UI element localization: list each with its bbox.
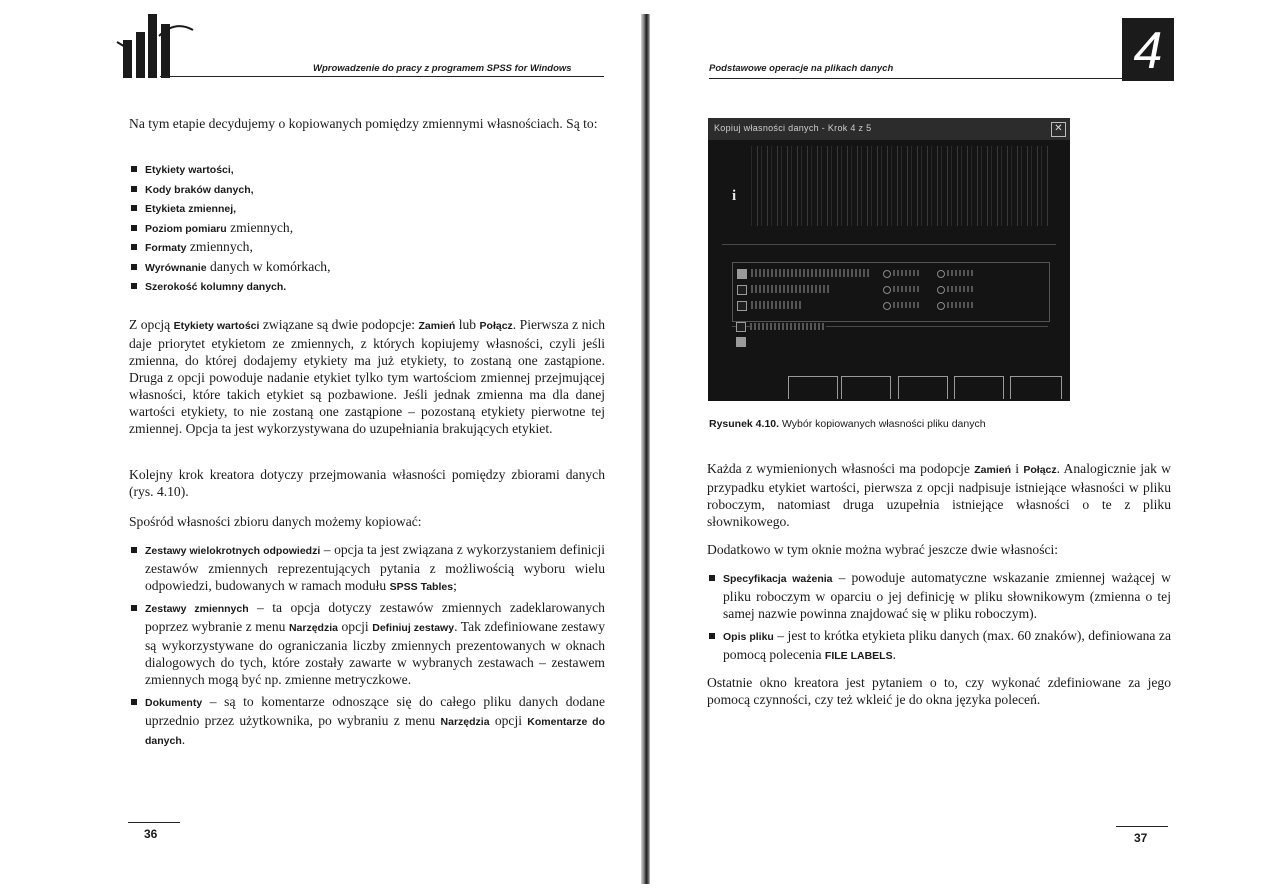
list-item: Zestawy wielokrotnych odpowiedzi – opcja ta jest związana z wykorzystaniem definicji zestawów zmiennych reprezentujących pytania z możliwością wyboru wielu odpowiedzi, budowanych w ramach modułu SPSS Tables; (129, 541, 605, 596)
next-button[interactable] (841, 376, 891, 399)
finish-button[interactable] (898, 376, 948, 399)
subpoptions-paragraph: Każda z wymienionych własności ma podopcje Zamień i Połącz. Analogicznie jak w przypadku etykiet wartości, pierwsza z opcji nadpisuje istniejące własności w pliku roboczym, natomiast druga uzupełnia istniejące własności o te z pliku słownikowego. (707, 461, 1171, 529)
list-item: Poziom pomiaru zmiennych, (129, 218, 605, 238)
option-label (750, 323, 826, 330)
running-header-right: Podstawowe operacje na plikach danych (709, 63, 894, 74)
additional-options-intro: Dodatkowo w tym oknie można wybrać jeszcze dwie własności: (707, 542, 1059, 557)
page-number-rule (128, 822, 180, 823)
variable-sets-checkbox[interactable] (737, 285, 747, 295)
merge-radio[interactable] (937, 302, 945, 310)
list-item: Dokumenty – są to komentarze odnoszące się do całego pliku danych dodane uprzednio przez użytkownika, po wybraniu z menu Narzędzia opcji Komentarze do danych. (129, 693, 605, 750)
page-number-right: 37 (1134, 831, 1148, 845)
running-header: Wprowadzenie do pracy z programem SPSS for Windows (313, 63, 572, 74)
header-rule-right (709, 78, 1123, 79)
next-step-paragraph: Kolejny krok kreatora dotyczy przejmowania własności pomiędzy zbiorami danych (rys. 4.10). (129, 467, 605, 499)
dialog-instruction-area (748, 146, 1048, 226)
file-label-checkbox[interactable] (736, 337, 746, 347)
info-icon: i (732, 188, 737, 204)
list-item: Szerokość kolumny danych. (129, 276, 605, 296)
option-label (947, 302, 973, 308)
dataset-options-list (129, 541, 605, 753)
option-label (893, 270, 919, 276)
final-step-paragraph: Ostatnie okno kreatora jest pytaniem o to, czy wykonać zdefiniowane za jego pomocą czynności, czy też wkleić je do okna języka poleceń. (707, 675, 1171, 707)
header-rule (160, 76, 604, 77)
properties-list (129, 159, 605, 296)
option-row (733, 283, 1049, 297)
dialog-titlebar (708, 118, 1070, 140)
weight-spec-checkbox[interactable] (736, 322, 746, 332)
option-label (893, 286, 919, 292)
option-label (751, 269, 869, 277)
option-label (947, 270, 973, 276)
list-item: Kody braków danych, (129, 179, 605, 199)
option-label (751, 301, 803, 309)
multiple-response-checkbox[interactable] (737, 269, 747, 279)
list-item: Etykieta zmiennej, (129, 198, 605, 218)
dialog-separator (722, 244, 1056, 245)
help-button[interactable] (1010, 376, 1062, 399)
replace-radio[interactable] (883, 302, 891, 310)
list-item: Opis pliku – jest to krótka etykieta pliku danych (max. 60 znaków), definiowana za pomocą polecenia FILE LABELS. (707, 627, 1171, 665)
option-label (947, 286, 973, 292)
page-number-rule-right (1116, 826, 1168, 827)
properties-group (732, 262, 1050, 322)
replace-radio[interactable] (883, 286, 891, 294)
copy-properties-dialog (708, 118, 1070, 401)
intro-paragraph: Na tym etapie decydujemy o kopiowanych pomiędzy zmiennymi własnościach. Są to: (129, 116, 598, 131)
dialog-title: Kopiuj własności danych - Krok 4 z 5 (714, 123, 872, 133)
chapter-marker (1122, 18, 1174, 81)
replace-radio[interactable] (883, 270, 891, 278)
merge-radio[interactable] (937, 286, 945, 294)
chapter-number: 4 (1133, 22, 1163, 80)
list-item: Zestawy zmiennych – ta opcja dotyczy zestawów zmiennych zadeklarowanych poprzez wybranie z menu Narzędzia opcji Definiuj zestawy. Tak zdefiniowane zestawy są wykorzystywane do ograniczania liczby zmiennych prezentowanych w oknach dialogowych do tych, które zostały zawarte w wybranych zestawach – zestawem zmiennych mogą być np. zmienne metryczkowe. (129, 599, 605, 690)
cancel-button[interactable] (954, 376, 1004, 399)
back-button[interactable] (788, 376, 838, 399)
additional-options-list (707, 569, 1171, 668)
page-number: 36 (144, 827, 158, 841)
list-item: Formaty zmiennych, (129, 237, 605, 257)
spss-logo (115, 14, 195, 80)
list-item: Wyrównanie danych w komórkach, (129, 257, 605, 277)
book-spine (641, 14, 650, 884)
list-item: Etykiety wartości, (129, 159, 605, 179)
copy-options-intro: Spośród własności zbioru danych możemy kopiować: (129, 514, 422, 529)
list-item: Specyfikacja ważenia – powoduje automatyczne wskazanie zmiennej ważącej w pliku roboczym w oparciu o jej definicję w pliku słownikowym (zmienna o tej samej nazwie powinna znajdować się w pliku roboczym). (707, 569, 1171, 624)
option-row (733, 299, 1049, 313)
option-label (751, 285, 831, 293)
merge-radio[interactable] (937, 270, 945, 278)
option-label (893, 302, 919, 308)
value-labels-paragraph: Z opcją Etykiety wartości związane są dwie podopcje: Zamień lub Połącz. Pierwsza z nich daje priorytet etykietom ze zmiennych, z których kopiujemy własności, czyli jeśli zmienna, do której dodajemy etykiety ma już etykiety, to zostaną one zastąpione. Druga z opcji powoduje nadanie etykiet tylko tym wartościom zmiennej przejmującej własności, które takich etykiet są pozbawione. Jeśli jednak zmienna ma dla danej wartości etykiety, to nie zostaną one zastąpione – pozostaną etykiety pierwotne tej zmiennej. Opcja ta jest wykorzystywana do uzupełniania brakujących etykiet. (129, 317, 606, 436)
documents-checkbox[interactable] (737, 301, 747, 311)
figure-caption: Rysunek 4.10. Wybór kopiowanych własności pliku danych (709, 418, 986, 430)
close-icon[interactable]: ✕ (1051, 122, 1066, 137)
option-row (733, 267, 1049, 281)
